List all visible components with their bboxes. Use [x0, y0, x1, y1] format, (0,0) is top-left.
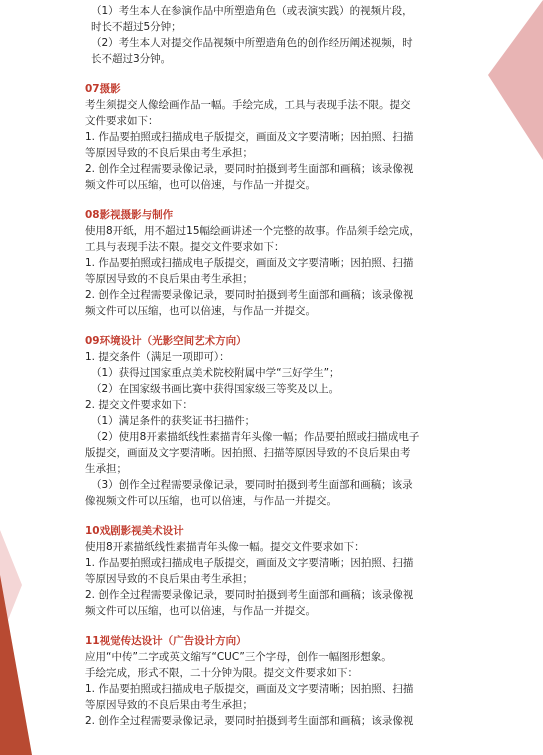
section-line: 工具与表现手法不限。提交文件要求如下：: [85, 241, 285, 253]
section-heading: 10戏剧影视美术设计: [85, 525, 184, 537]
section-line: 生承担；: [85, 463, 127, 475]
document-body: [85, 0, 480, 743]
section-line: 等原因导致的不良后果由考生承担；: [85, 147, 253, 159]
section-line: 1. 作品要拍照或扫描成电子版提交，画面及文字要清晰；因拍照、扫描: [85, 557, 414, 569]
section-line: 版提交，画面及文字要清晰。因拍照、扫描等原因导致的不良后果由考: [85, 447, 411, 459]
section-line: 手绘完成，形式不限，二十分钟为限。提交文件要求如下：: [85, 667, 358, 679]
section-line: （2）使用8开素描纸线性素描青年头像一幅；作品要拍照或扫描成电子: [91, 431, 420, 443]
section-line: 1. 作品要拍照或扫描成电子版提交，画面及文字要清晰；因拍照、扫描: [85, 683, 414, 695]
section-line: 像视频文件可以压缩，也可以倍速，与作品一并提交。: [85, 495, 337, 507]
section-08: [85, 207, 480, 319]
intro-line: （2）考生本人对提交作品视频中所塑造角色的创作经历阐述视频，时: [91, 37, 413, 49]
section-line: 文件要求如下：: [85, 115, 159, 127]
section-line: 2. 创作全过程需要录像记录，要同时拍摄到考生面部和画稿；该录像视: [85, 715, 414, 727]
left-rust-triangle: [0, 575, 35, 755]
section-10: [85, 523, 480, 619]
section-line: 1. 作品要拍照或扫描成电子版提交，画面及文字要清晰；因拍照、扫描: [85, 131, 414, 143]
section-line: 2. 提交文件要求如下：: [85, 399, 193, 411]
section-line: 2. 创作全过程需要录像记录，要同时拍摄到考生面部和画稿；该录像视: [85, 589, 414, 601]
section-line: 1. 作品要拍照或扫描成电子版提交，画面及文字要清晰；因拍照、扫描: [85, 257, 414, 269]
section-line: 等原因导致的不良后果由考生承担；: [85, 573, 253, 585]
section-line: 2. 创作全过程需要录像记录，要同时拍摄到考生面部和画稿；该录像视: [85, 289, 414, 301]
section-line: 应用“中传”二字或英文缩写“CUC”三个字母，创作一幅图形想象。: [85, 651, 392, 663]
section-line: 频文件可以压缩，也可以倍速，与作品一并提交。: [85, 605, 316, 617]
section-heading: 08影视摄影与制作: [85, 209, 174, 221]
intro-line: 时长不超过5分钟；: [91, 21, 182, 33]
section-line: 使用8开素描纸线性素描青年头像一幅。提交文件要求如下：: [85, 541, 365, 553]
section-line: 等原因导致的不良后果由考生承担；: [85, 699, 253, 711]
intro-line: （1）考生本人在参演作品中所塑造角色（或表演实践）的视频片段，: [91, 5, 413, 17]
section-07: [85, 81, 480, 193]
section-line: （2）在国家级书画比赛中获得国家级三等奖及以上。: [91, 383, 340, 395]
section-heading: 11视觉传达设计（广告设计方向）: [85, 635, 247, 647]
right-pink-triangle: [480, 0, 543, 160]
section-heading: 07摄影: [85, 83, 121, 95]
section-line: 2. 创作全过程需要录像记录，要同时拍摄到考生面部和画稿；该录像视: [85, 163, 414, 175]
section-line: （1）获得过国家重点美术院校附属中学“三好学生”；: [91, 367, 340, 379]
section-line: 考生须提交人像绘画作品一幅。手绘完成，工具与表现手法不限。提交: [85, 99, 411, 111]
section-09: [85, 333, 480, 509]
section-line: （3）创作全过程需要录像记录，要同时拍摄到考生面部和画稿；该录: [91, 479, 413, 491]
section-11: [85, 633, 480, 729]
section-line: （1）满足条件的获奖证书扫描件；: [91, 415, 256, 427]
section-heading: 09环境设计（光影空间艺术方向）: [85, 335, 247, 347]
intro-line: 长不超过3分钟。: [91, 53, 172, 65]
section-line: 等原因导致的不良后果由考生承担；: [85, 273, 253, 285]
intro-block: [85, 3, 480, 67]
section-line: 频文件可以压缩，也可以倍速，与作品一并提交。: [85, 179, 316, 191]
section-line: 频文件可以压缩，也可以倍速，与作品一并提交。: [85, 305, 316, 317]
section-line: 1. 提交条件（满足一项即可）：: [85, 351, 230, 363]
section-line: 使用8开纸，用不超过15幅绘画讲述一个完整的故事。作品须手绘完成，: [85, 225, 421, 237]
